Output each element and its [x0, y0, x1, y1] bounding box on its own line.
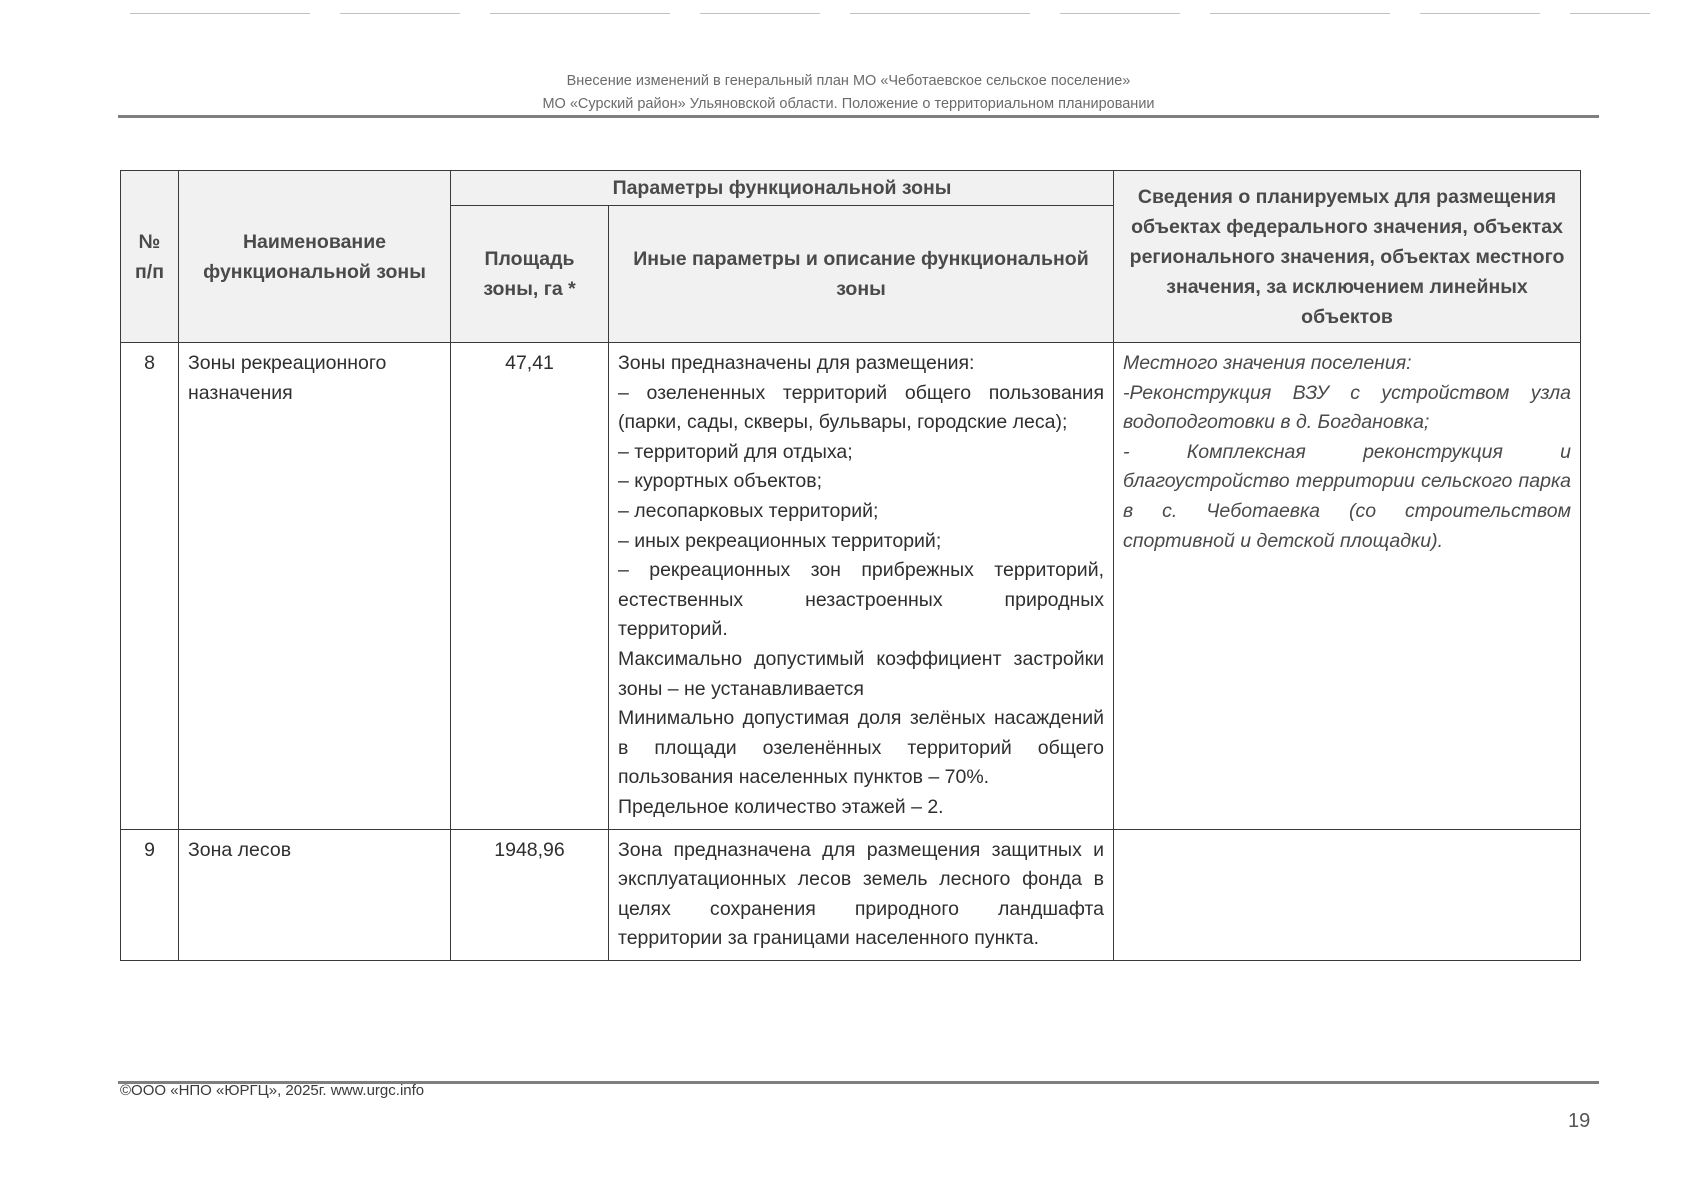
- page-number: 19: [1568, 1110, 1591, 1132]
- description-line: Зона предназначена для размещения защитных и эксплуатационных лесов земель лесного фонда в целях сохранения природного ландшафта территории за границами населенного пункта.: [618, 838, 1105, 950]
- functional-zones-table: [120, 170, 1581, 961]
- description-line: Максимально допустимый коэффициент застройки зоны – не устанавливается: [618, 647, 1105, 700]
- footer-copyright: ©ООО «НПО «ЮРГЦ», 2025г. www.urgc.info: [120, 1082, 425, 1099]
- description-line: – лесопарковых территорий;: [618, 499, 879, 522]
- objects-line: Местного значения поселения:: [1123, 352, 1412, 374]
- zone-name: Зоны рекреационного назначения: [179, 343, 451, 830]
- description-line: Зоны предназначены для размещения:: [618, 352, 975, 374]
- description-line: – озелененных территорий общего пользования (парки, сады, скверы, бульвары, городские леса);: [618, 381, 1105, 434]
- description-line: Предельное количество этажей – 2.: [618, 795, 944, 818]
- header-num: № п/п: [121, 171, 179, 343]
- zone-description: [609, 829, 1114, 960]
- header-line-2: МО «Сурский район» Ульяновской области. Положение о территориальном планировании: [542, 96, 1155, 112]
- table-row: [121, 343, 1581, 830]
- header-other-params: Иные параметры и описание функциональной зоны: [609, 206, 1114, 343]
- zone-area: 47,41: [451, 343, 609, 830]
- table-row: [121, 829, 1581, 960]
- scan-artifact-line: [130, 13, 1650, 14]
- document-header: [0, 70, 1697, 116]
- header-rule: [118, 115, 1599, 118]
- objects-line: -Реконструкция ВЗУ с устройством узла водоподготовки в д. Богдановка;: [1123, 381, 1572, 434]
- header-line-1: Внесение изменений в генеральный план МО «Чеботаевское сельское поселение»: [566, 73, 1131, 89]
- row-number: 9: [121, 829, 179, 960]
- zone-description: [609, 343, 1114, 830]
- header-area: Площадь зоны, га *: [451, 206, 609, 343]
- description-line: – курортных объектов;: [618, 470, 823, 493]
- header-params-group: Параметры функциональной зоны: [451, 171, 1114, 206]
- header-zone-name: Наименование функциональной зоны: [179, 171, 451, 343]
- objects-line: - Комплексная реконструкция и благоустройство территории сельского парка в с. Чеботаевка (со строительством спортивной и детской площадки).: [1123, 440, 1572, 552]
- header-planned-objects: Сведения о планируемых для размещения объектах федерального значения, объектах регионального значения, объектах местного значения, за исключением линейных объектов: [1114, 171, 1581, 343]
- planned-objects: [1114, 829, 1581, 960]
- description-line: – рекреационных зон прибрежных территорий, естественных незастроенных природных территорий.: [618, 559, 1105, 641]
- description-line: Минимально допустимая доля зелёных насаждений в площади озеленённых территорий общего пользования населенных пунктов – 70%.: [618, 707, 1105, 789]
- description-line: – иных рекреационных территорий;: [618, 529, 942, 552]
- zone-name: Зона лесов: [179, 829, 451, 960]
- row-number: 8: [121, 343, 179, 830]
- zone-area: 1948,96: [451, 829, 609, 960]
- planned-objects: [1114, 343, 1581, 830]
- description-line: – территорий для отдыха;: [618, 440, 853, 463]
